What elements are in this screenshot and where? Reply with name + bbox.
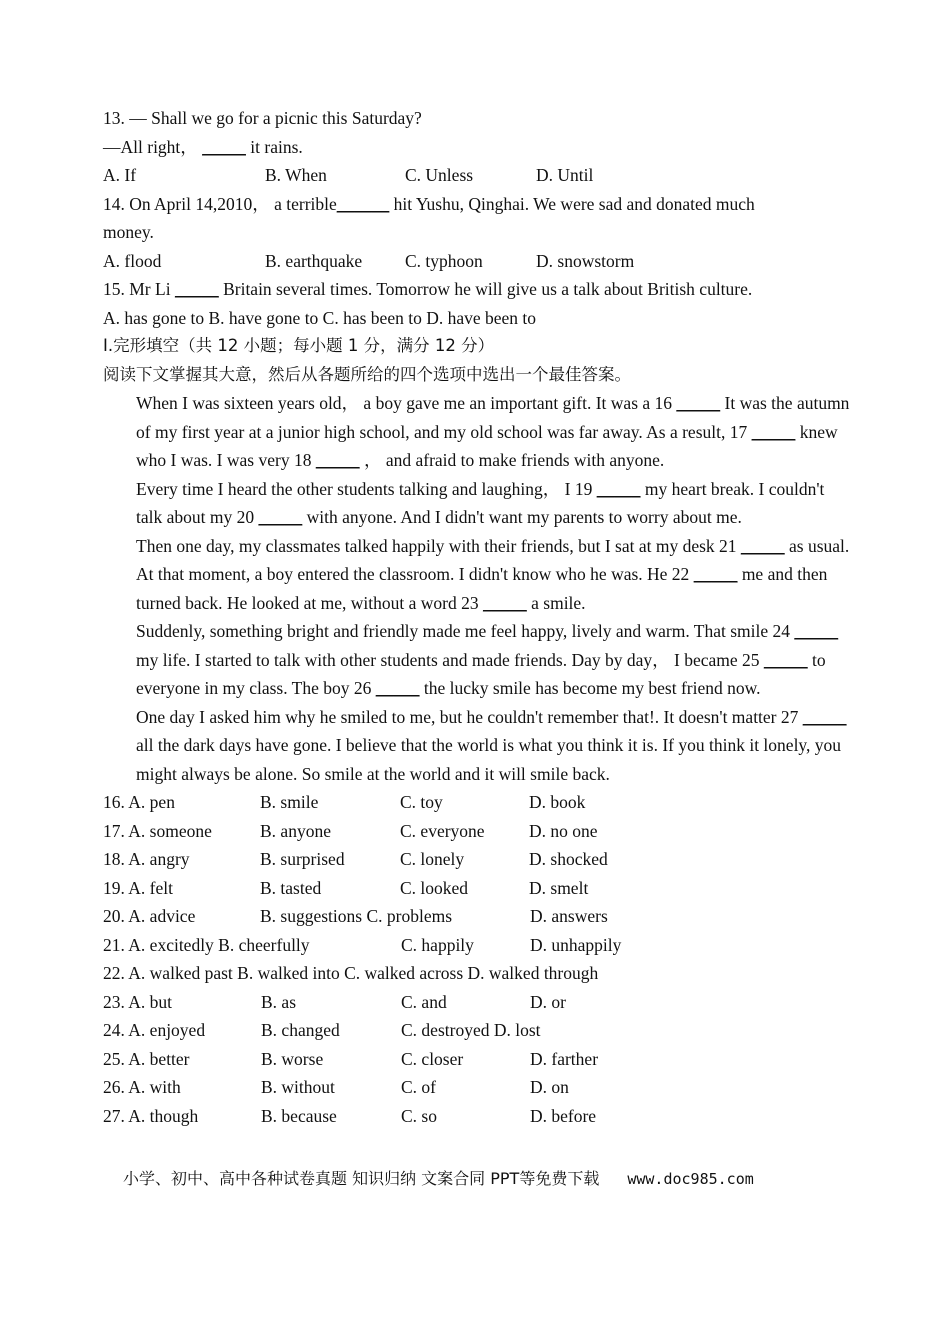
options-row-16: 16. A. pen B. smile C. toy D. book: [103, 792, 586, 812]
q13-options: [103, 161, 853, 190]
options-row-23: 23. A. but B. as C. and D. or: [103, 991, 566, 1012]
section-instruction: 阅读下文掌握其大意，然后从各题所给的四个选项中选出一个最佳答案。: [103, 364, 631, 384]
q13-option-d: D. Until: [536, 165, 594, 185]
footer-text: 小学、初中、高中各种试卷真题 知识归纳 文案合同 PPT等免费下载: [123, 1169, 600, 1188]
options-row-21: 21. A. excitedly B. cheerfully C. happily D. unhappily: [103, 934, 622, 955]
q13-reply: —All right， _____ it rains.: [103, 136, 303, 157]
options-row-24: 24. A. enjoyed B. changed C. destroyed D. lost: [103, 1020, 541, 1040]
cloze-passage: [103, 389, 853, 788]
q14-option-c: C. typhoon: [405, 250, 483, 271]
q13-option-a: A. If: [103, 165, 137, 185]
passage-paragraph-5: One day I asked him why he smiled to me, but he couldn't remember that!. It doesn't matter 27 _____ all the dark days have gone. I believe that the world is what you think it is. If you think it lonely, you might always be alone. So smile at the world and it will smile back.: [136, 706, 847, 784]
blank: _____: [676, 393, 721, 413]
q14-option-b: B. earthquake: [265, 250, 363, 271]
blank: _____: [315, 450, 360, 470]
blank: _____: [596, 478, 641, 499]
blank: _____: [258, 507, 303, 527]
passage-paragraph-2: Every time I heard the other students talking and laughing， I 19 _____ my heart break. I couldn't talk about my 20 _____ with anyone. And I didn't want my parents to worry about me.: [136, 478, 825, 527]
q15-stem: 15. Mr Li _____ Britain several times. Tomorrow he will give us a talk about British culture.: [103, 279, 753, 299]
q13-stem: 13. — Shall we go for a picnic this Saturday?: [103, 108, 422, 128]
blank: _____: [794, 621, 839, 641]
q14-options: [103, 247, 853, 276]
options-row-18: 18. A. angry B. surprised C. lonely D. shocked: [103, 849, 608, 869]
footer-url[interactable]: www.doc985.com: [627, 1170, 754, 1188]
q14-stem-cont: money.: [103, 222, 154, 242]
options-row-17: 17. A. someone B. anyone C. everyone D. no one: [103, 820, 598, 841]
blank: _____: [174, 279, 219, 299]
blank: _____: [802, 706, 847, 727]
options-row-26: 26. A. with B. without C. of D. on: [103, 1077, 569, 1097]
q14-option-a: A. flood: [103, 250, 162, 271]
q14-stem: 14. On April 14,2010， a terrible______ hit Yushu, Qinghai. We were sad and donated much: [103, 193, 755, 214]
blank: _____: [763, 649, 808, 670]
section-title: I.完形填空（共 12 小题；每小题 1 分，满分 12 分）: [103, 336, 495, 355]
blank: ______: [336, 193, 390, 214]
q14-option-d: D. snowstorm: [536, 250, 635, 271]
exam-page: [103, 104, 853, 1130]
blank: _____: [751, 421, 796, 442]
blank: _____: [375, 678, 420, 698]
passage-paragraph-4: Suddenly, something bright and friendly made me feel happy, lively and warm. That smile 24 _____ my life. I started to talk with other students and made friends. Day by day， I became 25 _____ to everyone in my class. The boy 26 _____ the lucky smile has become my best friend now.: [136, 621, 839, 698]
options-row-19: 19. A. felt B. tasted C. looked D. smelt: [103, 877, 589, 898]
answer-options: [103, 788, 853, 1130]
passage-paragraph-3: Then one day, my classmates talked happily with their friends, but I sat at my desk 21 _____ as usual. At that moment, a boy entered the classroom. I didn't know who he was. He 22 _____ me and then turned back. He looked at me, without a word 23 _____ a smile.: [136, 535, 850, 613]
blank: _____: [202, 136, 246, 157]
blank: _____: [693, 564, 738, 584]
blank: _____: [740, 535, 785, 556]
passage-paragraph-1: When I was sixteen years old， a boy gave me an important gift. It was a 16 _____ It was the autumn of my first year at a junior high school, and my old school was far away. As a result, 17 _____ knew who I was. I was very 18 _____ ， and afraid to make friends with anyone.: [136, 393, 850, 470]
options-row-22: 22. A. walked past B. walked into C. walked across D. walked through: [103, 963, 599, 983]
options-row-25: 25. A. better B. worse C. closer D. farther: [103, 1048, 599, 1069]
q15-options: A. has gone to B. have gone to C. has been to D. have been to: [103, 307, 537, 328]
q13-option-b: B. When: [265, 165, 327, 185]
q13-option-c: C. Unless: [405, 165, 474, 185]
page-footer: [123, 1166, 754, 1189]
options-row-20: 20. A. advice B. suggestions C. problems D. answers: [103, 906, 608, 926]
blank: _____: [483, 592, 527, 613]
options-row-27: 27. A. though B. because C. so D. before: [103, 1105, 597, 1126]
